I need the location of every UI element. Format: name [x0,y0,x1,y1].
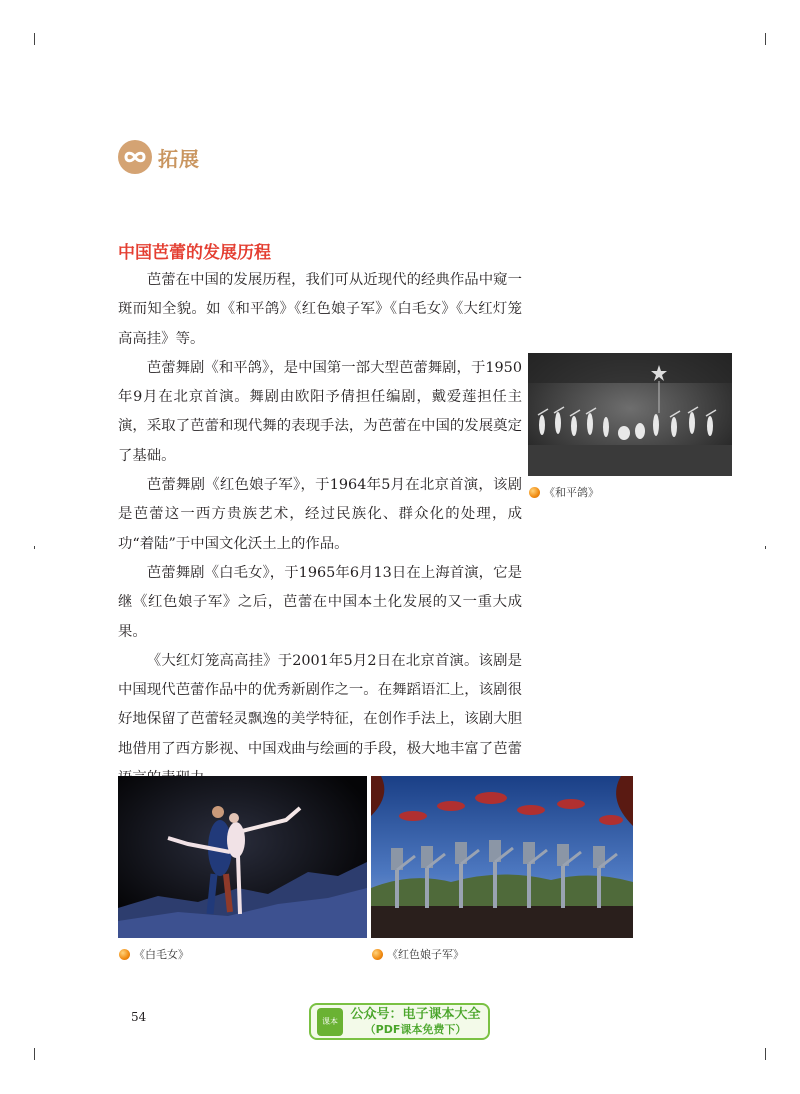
bullet-dot-icon [119,949,130,960]
page-number: 54 [131,1010,147,1024]
paragraph: 芭蕾舞剧《和平鸽》，是中国第一部大型芭蕾舞剧，于1950年9月在北京首演。舞剧由欧阳予倩担任编剧，戴爱莲担任主演，采取了芭蕾和现代舞的表现手法，为芭蕾在中国的发展奠定了基础。 [118,359,522,464]
crop-mark [765,1048,766,1060]
watermark-stamp [309,1003,490,1040]
watermark-logo-text: 课本 [322,1017,338,1026]
crop-mark [34,546,35,549]
photo-heping [528,353,732,476]
photo-hongse [371,776,633,938]
watermark-text [343,1007,488,1037]
crop-mark [34,1048,35,1060]
photo-baimaonv [118,776,367,938]
extension-title: 拓展 [158,146,200,171]
crop-mark [34,33,35,45]
caption-hongse [372,946,464,962]
bullet-dot-icon [372,949,383,960]
caption-text: 《和平鸽》 [544,486,599,499]
caption-baimaonv [119,946,189,962]
paragraph: 芭蕾舞剧《白毛女》，于1965年6月13日在上海首演，它是继《红色娘子军》之后，芭蕾在中国本土化发展的又一重大成果。 [118,564,522,640]
paragraph: 芭蕾在中国的发展历程，我们可从近现代的经典作品中窥一斑而知全貌。如《和平鸽》《红色娘子军》《白毛女》《大红灯笼高高挂》等。 [118,272,522,347]
section-title: 中国芭蕾的发展历程 [118,243,271,263]
caption-text: 《红色娘子军》 [387,948,464,961]
infinity-icon [118,140,152,174]
article-body [118,266,522,793]
paragraph: 《大红灯笼高高挂》于2001年5月2日在北京首演。该剧是中国现代芭蕾作品中的优秀新剧作之一。在舞蹈语汇上，该剧很好地保留了芭蕾轻灵飘逸的美学特征，在创作手法上，该剧大胆地借用了西方影视、中国戏曲与绘画的手段，极大地丰富了芭蕾 [118,652,522,757]
paragraph: 芭蕾舞剧《红色娘子军》，于1964年5月在北京首演，该剧是芭蕾这一西方贵族艺术，经过民族化、群众化的处理，成功“着陆”于中国文化沃土上的作品。 [118,477,522,552]
textbook-logo-icon [317,1008,343,1036]
watermark-line2: （PDF课本免费下） [364,1022,467,1036]
caption-heping [529,484,599,500]
extension-header [118,140,200,174]
caption-text: 《白毛女》 [134,948,189,961]
watermark-line1: 公众号：电子课本大全 [350,1006,481,1022]
crop-mark [765,33,766,45]
bullet-dot-icon [529,487,540,498]
crop-mark [765,546,766,549]
